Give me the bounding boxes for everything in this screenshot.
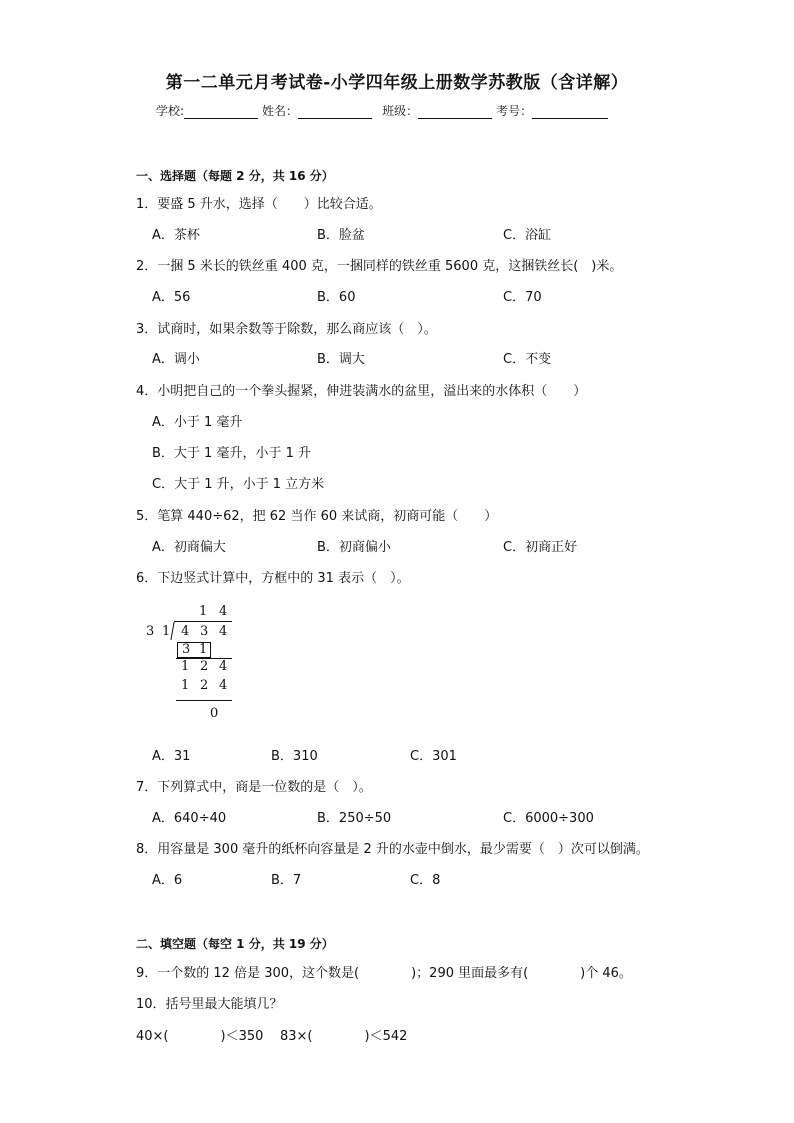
q4-option-a[interactable]: A．小于 1 毫升 — [152, 415, 243, 430]
q8-option-b[interactable]: B．7 — [271, 873, 302, 888]
product-digit: 1 — [181, 678, 190, 693]
q10-expression-2: 83×( )＜542 — [280, 1029, 408, 1044]
q1-option-c[interactable]: C．浴缸 — [503, 228, 552, 243]
q2-option-c[interactable]: C．70 — [503, 290, 542, 305]
question-6: 6．下边竖式计算中，方框中的 31 表示（ ）。 — [136, 571, 410, 586]
dividend-digit: 4 — [181, 624, 190, 639]
divisor-digit: 3 — [146, 624, 155, 639]
division-top-line — [174, 621, 232, 622]
partial-digit: 2 — [200, 659, 209, 674]
number-label: 考号： — [496, 104, 533, 118]
product-digit: 3 — [182, 642, 191, 657]
q5-option-a[interactable]: A．初商偏大 — [152, 540, 226, 555]
product-digit: 4 — [219, 678, 228, 693]
q5-option-b[interactable]: B．初商偏小 — [317, 540, 391, 555]
quotient-digit: 1 — [199, 604, 208, 619]
q10-expression-1: 40×( )＜350 — [136, 1029, 264, 1044]
q7-option-c[interactable]: C．6000÷300 — [503, 811, 594, 826]
q3-option-a[interactable]: A．调小 — [152, 352, 200, 367]
product-digit: 2 — [200, 678, 209, 693]
q6-option-c[interactable]: C．301 — [410, 749, 457, 764]
section-heading-choice: 一、选择题（每题 2 分，共 16 分） — [136, 169, 334, 183]
partial-digit: 1 — [181, 659, 190, 674]
subtraction-line — [176, 700, 232, 701]
q1-option-b[interactable]: B．脸盆 — [317, 228, 365, 243]
school-label: 学校: — [156, 104, 185, 118]
question-8: 8．用容量是 300 毫升的纸杯向容量是 2 升的水壶中倒水，最少需要（ ）次可以倒满。 — [136, 842, 649, 857]
q5-option-c[interactable]: C．初商正好 — [503, 540, 578, 555]
q4-option-c[interactable]: C．大于 1 升，小于 1 立方米 — [152, 477, 325, 492]
question-7: 7．下列算式中，商是一位数的是（ ）。 — [136, 780, 372, 795]
q6-option-b[interactable]: B．310 — [271, 749, 318, 764]
quotient-digit: 4 — [219, 604, 228, 619]
q3-option-c[interactable]: C．不变 — [503, 352, 552, 367]
partial-digit: 4 — [219, 659, 228, 674]
section-heading-fill: 二、填空题（每空 1 分，共 19 分） — [136, 937, 334, 951]
q7-option-a[interactable]: A．640÷40 — [152, 811, 227, 826]
q7-option-b[interactable]: B．250÷50 — [317, 811, 392, 826]
q8-option-a[interactable]: A．6 — [152, 873, 183, 888]
question-10: 10．括号里最大能填几？ — [136, 997, 283, 1012]
question-9: 9．一个数的 12 倍是 300，这个数是( )；290 里面最多有( )个 46。 — [136, 966, 632, 981]
question-4: 4．小明把自己的一个拳头握紧，伸进装满水的盆里，溢出来的水体积（ ） — [136, 384, 587, 399]
question-1: 1．要盛 5 升水，选择（ ）比较合适。 — [136, 197, 382, 212]
school-field[interactable] — [184, 104, 258, 119]
question-3: 3．试商时，如果余数等于除数，那么商应该（ ）。 — [136, 322, 437, 337]
page-title: 第一二单元月考试卷-小学四年级上册数学苏教版（含详解） — [165, 73, 629, 93]
division-bracket — [170, 622, 174, 640]
question-2: 2．一捆 5 米长的铁丝重 400 克，一捆同样的铁丝重 5600 克，这捆铁丝长( )米。 — [136, 259, 623, 274]
q1-option-a[interactable]: A．茶杯 — [152, 228, 200, 243]
class-field[interactable] — [418, 104, 492, 119]
divisor-digit: 1 — [162, 624, 171, 639]
dividend-digit: 4 — [219, 624, 228, 639]
q6-option-a[interactable]: A．31 — [152, 749, 191, 764]
question-5: 5．笔算 440÷62，把 62 当作 60 来试商，初商可能（ ） — [136, 509, 498, 524]
q2-option-a[interactable]: A．56 — [152, 290, 191, 305]
q2-option-b[interactable]: B．60 — [317, 290, 356, 305]
name-label: 姓名： — [262, 104, 299, 118]
name-field[interactable] — [298, 104, 372, 119]
remainder-digit: 0 — [210, 706, 219, 721]
dividend-digit: 3 — [200, 624, 209, 639]
student-info-line — [156, 102, 612, 119]
q3-option-b[interactable]: B．调大 — [317, 352, 365, 367]
class-label: 班级： — [382, 104, 419, 118]
q8-option-c[interactable]: C．8 — [410, 873, 441, 888]
product-digit: 1 — [199, 642, 208, 657]
q4-option-b[interactable]: B．大于 1 毫升，小于 1 升 — [152, 446, 311, 461]
number-field[interactable] — [532, 104, 608, 119]
